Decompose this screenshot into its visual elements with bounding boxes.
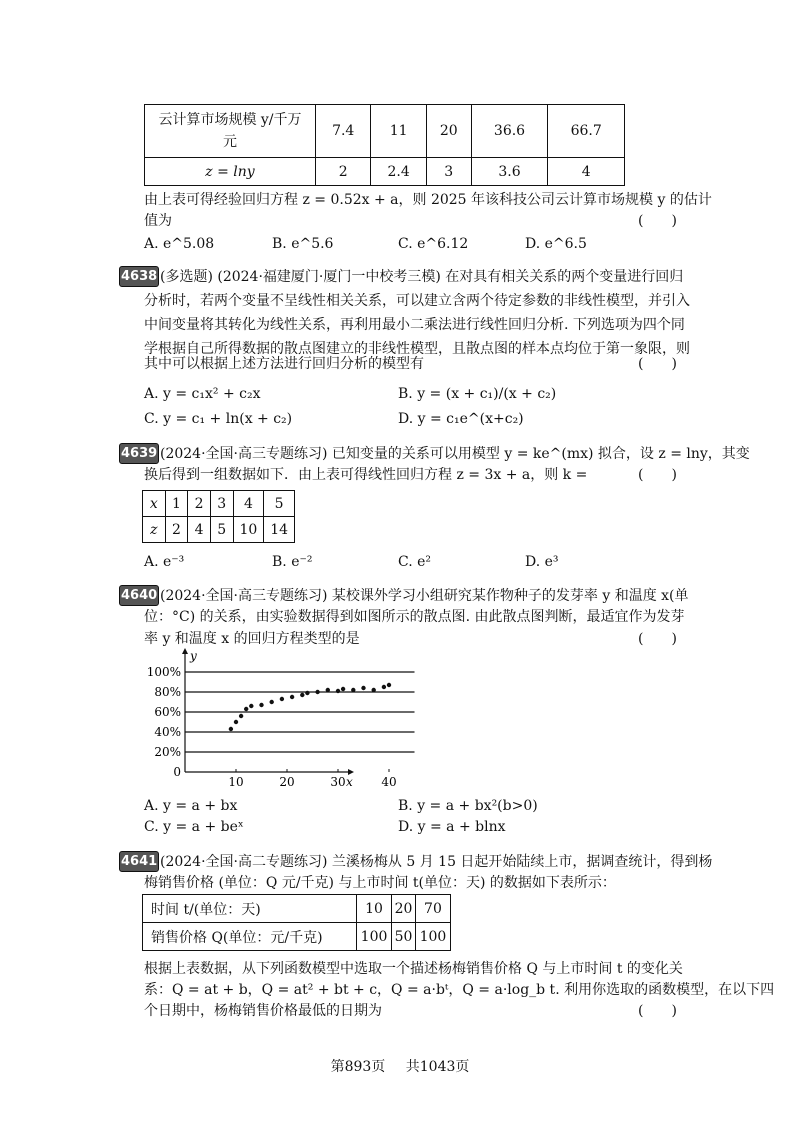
question-text-line: 位：°C) 的关系，由实验数据得到如图所示的散点图. 由此散点图判断，最适宜作为发芽 [144,609,685,625]
answer-paren: ( ) [638,213,677,229]
question-text-line: 个日期中，杨梅销售价格最低的日期为 [144,1003,382,1019]
scatter-point [300,693,304,697]
question-number-badge: 4639 [119,443,159,464]
question-text-line: 换后得到一组数据如下．由上表可得线性回归方程 z = 3x + a，则 k = [144,467,588,483]
option-d: D. y = c₁e^(x+c₂) [398,411,524,427]
question-text-line: 系：Q = at + b，Q = at² + bt + c，Q = a·bᵗ，Q = a·log_b t. 利用你选取的函数模型，在以下四 [144,982,775,998]
scatter-plot [140,646,397,794]
scatter-point [259,703,263,707]
scatter-point [239,714,243,718]
top-table-cell: 66.7 [548,105,625,158]
option-a: A. e^5.08 [144,236,215,252]
xz-table-cell: 4 [233,491,264,517]
answer-paren: ( ) [638,631,677,647]
y-tick-label: 20% [154,745,181,759]
top-table-cell: 2.4 [371,158,426,186]
option-b: B. y = (x + c₁)/(x + c₂) [398,386,557,402]
question-text-line: 梅销售价格 (单位：Q 元/千克) 与上市时间 t(单位：天) 的数据如下表所示： [144,875,616,891]
row1-label-line1: 云计算市场规模 y/千万 [158,112,302,128]
xz-table-cell: 2 [165,517,188,543]
option-a: A. e⁻³ [144,554,185,570]
top-table-cell: 3 [426,158,471,186]
xz-table-cell: 4 [188,517,211,543]
x-tick-label: 30 [330,775,346,789]
option-a: A. y = c₁x² + c₂x [144,386,261,402]
question-number-badge: 4640 [119,585,159,606]
price-data-table [142,894,451,951]
xz-table-header: z [143,517,166,543]
page-total: 共1043页 [405,1059,470,1075]
option-b: B. e^5.6 [272,236,334,252]
x-tick-label: 10 [228,775,244,789]
y-tick-label: 100% [146,665,181,679]
top-table-cell: 3.6 [471,158,548,186]
answer-paren: ( ) [638,467,677,483]
xz-table-cell: 14 [264,517,295,543]
xz-table-cell: 1 [165,491,188,517]
x-tick-label: 40 [381,775,397,789]
option-d: D. y = a + blnx [398,819,506,835]
option-d: D. e^6.5 [525,236,587,252]
price-table-cell: 70 [415,895,450,923]
question-text-line: 根据上表数据，从下列函数模型中选取一个描述杨梅销售价格 Q 与上市时间 t 的变化关 [144,961,683,977]
scatter-point [336,689,340,693]
tick-labels [147,649,397,789]
scatter-point [290,695,294,699]
top-data-table [144,104,625,186]
question-text-line: 分析时，若两个变量不呈线性相关关系，可以建立含两个待定参数的非线性模型，并引入 [144,293,690,309]
xz-table-cell: 5 [210,517,233,543]
question-text-line: (2024·全国·高二专题练习) 兰溪杨梅从 5 月 15 日起开始陆续上市，据调查统计，得到杨 [160,854,713,870]
answer-paren: ( ) [638,356,677,372]
page-number: 第893页 [330,1059,386,1075]
question-number-badge: 4638 [119,266,159,287]
xz-table-cell: 10 [233,517,264,543]
scatter-point [361,686,365,690]
option-b: B. y = a + bx²(b>0) [398,798,538,814]
option-b: B. e⁻² [272,554,313,570]
question-text-line: 其中可以根据上述方法进行回归分析的模型有 [144,356,424,372]
price-table-cell: 10 [357,895,392,923]
price-table-header: 时间 t/(单位：天) [143,895,357,923]
scatter-point [270,700,274,704]
top-table-row1-label [145,105,316,158]
page-footer [0,1056,800,1076]
question-text-line: (2024·全国·高三专题练习) 已知变量的关系可以用模型 y = ke^(mx) 拟合，设 z = lny，其变 [160,446,750,462]
option-a: A. y = a + bx [144,798,238,814]
answer-paren: ( ) [638,1003,677,1019]
question-number-badge: 4641 [119,851,159,872]
y-axis-label: y [190,649,197,663]
option-c: C. y = c₁ + ln(x + c₂) [144,411,293,427]
question-text-line: 学根据自己所得数据的散点图建立的非线性模型，且散点图的样本点均位于第一象限，则 [144,341,690,357]
data-points [229,683,392,731]
scatter-point [372,688,376,692]
x-tick-label: 20 [279,775,295,789]
scatter-point [244,707,248,711]
price-table-cell: 100 [357,923,392,951]
xz-table-cell: 5 [264,491,295,517]
prev-question-line: 值为 [144,213,172,229]
scatter-point [387,683,391,687]
question-text-line: (多选题) (2024·福建厦门·厦门一中校考三模) 在对具有相关关系的两个变量进行回归 [160,269,684,285]
prev-question-line: 由上表可得经验回归方程 z = 0.52x + a，则 2025 年该科技公司云计算市场规模 y 的估计 [144,192,712,208]
scatter-point [351,688,355,692]
top-table-cell: 7.4 [316,105,371,158]
price-table-header: 销售价格 Q(单位：元/千克) [143,923,357,951]
y-axis-arrow [182,648,188,654]
option-c: C. e^6.12 [398,236,469,252]
question-text-line: 率 y 和温度 x 的回归方程类型的是 [144,631,360,647]
scatter-point [305,691,309,695]
y-tick-label: 0 [173,765,181,779]
scatter-point [315,690,319,694]
scatter-point [249,704,253,708]
scatter-point [382,685,386,689]
price-table-cell: 100 [415,923,450,951]
xz-data-table [142,490,295,543]
grid-lines [185,672,415,752]
option-d: D. e³ [525,554,559,570]
scatter-point [280,697,284,701]
scatter-point [234,720,238,724]
top-table-row2-label: z = lny [145,158,316,186]
option-c: C. e² [398,554,432,570]
xz-table-cell: 3 [210,491,233,517]
scatter-point [326,688,330,692]
y-tick-label: 40% [154,725,181,739]
y-tick-label: 60% [154,705,181,719]
price-table-cell: 20 [392,895,416,923]
price-table-cell: 50 [392,923,416,951]
xz-table-cell: 2 [188,491,211,517]
scatter-point [229,727,233,731]
top-table-cell: 20 [426,105,471,158]
y-tick-label: 80% [154,685,181,699]
question-text-line: 中间变量将其转化为线性关系，再利用最小二乘法进行线性回归分析. 下列选项为四个同 [144,317,685,333]
xz-table-header: x [143,491,166,517]
scatter-point [341,687,345,691]
question-text-line: (2024·全国·高三专题练习) 某校课外学习小组研究某作物种子的发芽率 y 和温度 x(单 [160,588,689,604]
row1-label-line2: 元 [223,134,237,150]
top-table-cell: 2 [316,158,371,186]
x-axis-label: x [346,775,353,789]
option-c: C. y = a + beˣ [144,819,244,835]
top-table-cell: 36.6 [471,105,548,158]
top-table-cell: 4 [548,158,625,186]
top-table-cell: 11 [371,105,426,158]
